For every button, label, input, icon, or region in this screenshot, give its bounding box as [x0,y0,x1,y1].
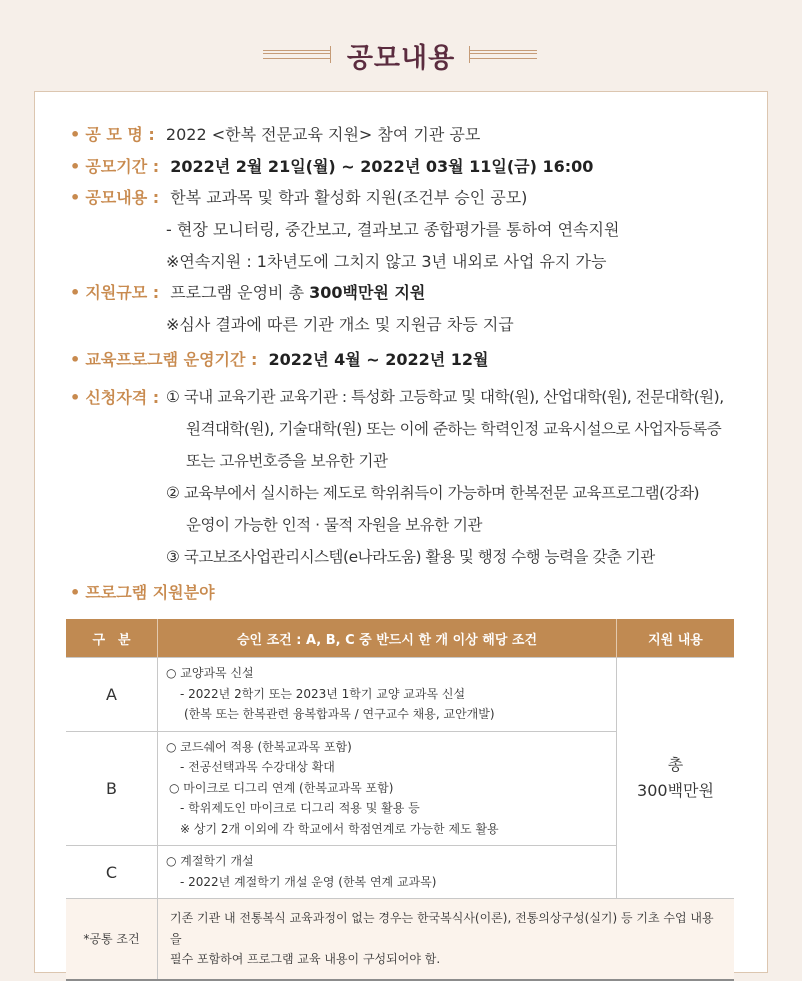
list-item: - 2022년 2학기 또는 2023년 1학기 교양 교과목 신설 [180,686,466,701]
qualification-item-1-cont2: 또는 고유번호증을 보유한 기관 [186,452,388,470]
common-condition-text [158,899,735,980]
table-row [66,658,734,732]
list-item: ○ 교양과목 신설 [166,666,254,680]
table-header-condition: 승인 조건 : A, B, C 중 반드시 한 개 이상 해당 조건 [158,619,617,658]
table-row-common [66,899,734,980]
row-qualification [70,385,159,408]
list-item: - 학위제도인 마이크로 디그리 적용 및 활용 등 [180,801,420,815]
list-item: ※ 상기 2개 이외에 각 학교에서 학점연계로 가능한 제도 활용 [180,821,499,836]
page-title-wrap [0,36,802,75]
common-condition-label: *공통 조건 [66,899,158,980]
title-decoration-left [263,50,331,59]
qualification-item-1-cont: 원격대학(원), 기술대학(원) 또는 이에 준하는 학력인정 교육시설으로 사업자등록증 [186,420,722,438]
row-run-period [70,347,489,370]
label-period: 공모기간 : [85,157,160,176]
list-item: ○ 마이크로 디그리 연계 (한복교과목 포함) [169,780,394,795]
qualification-item-2: ② 교육부에서 실시하는 제도로 학위취득이 가능하며 한복전문 교육프로그램(강좌) [166,484,700,502]
value-period: 2022년 2월 21일(월) ~ 2022년 03월 11일(금) 16:00 [170,157,594,176]
row-period [70,154,593,177]
label-name: 공 모 명 : [85,125,155,144]
label-scale: 지원규모 : [85,283,160,302]
label-content: 공모내용 : [85,188,160,207]
label-program: 프로그램 지원분야 [85,583,215,602]
list-item: ○ 계절학기 개설 [166,854,254,868]
value-scale: 프로그램 운영비 총 [170,283,310,302]
support-amount-cell [617,658,735,899]
support-amount-line1: 총 [667,755,684,774]
table-header-support: 지원 내용 [617,619,735,658]
list-item: - 2022년 계절학기 개설 운영 (한복 연계 교과목) [180,874,437,889]
label-qualification: 신청자격 : [85,388,160,407]
row-conditions-a [158,658,617,732]
row-conditions-c [158,846,617,899]
bullet-icon: • [70,188,81,207]
value-content: 한복 교과목 및 학과 활성화 지원(조건부 승인 공모) [170,188,528,207]
row-name [70,122,480,145]
list-item: - 전공선택과목 수강대상 확대 [180,760,335,774]
qualification-item-2-cont: 운영이 가능한 인적 · 물적 자원을 보유한 기관 [186,516,482,534]
scale-detail: ※심사 결과에 따른 기관 개소 및 지원금 차등 지급 [166,315,514,334]
support-amount-line2: 300백만원 [637,781,714,800]
list-item: ○ 코드쉐어 적용 (한복교과목 포함) [166,739,352,754]
table-header-row [66,619,734,658]
content-detail-2: ※연속지원 : 1차년도에 그치지 않고 3년 내외로 사업 유지 가능 [166,252,607,271]
row-content [70,185,527,208]
value-run-period: 2022년 4월 ~ 2022년 12월 [268,350,489,369]
common-condition-line2: 필수 포함하여 프로그램 교육 내용이 구성되어야 함. [170,952,441,966]
bullet-icon: • [70,350,81,369]
row-group-b: B [66,731,158,846]
bullet-icon: • [70,583,81,602]
row-program [70,580,215,603]
list-item: (한복 또는 한복관련 융복합과목 / 연구교수 채용, 교안개발) [184,707,495,721]
content-detail-1: - 현장 모니터링, 중간보고, 결과보고 종합평가를 통하여 연속지원 [166,220,620,239]
bullet-icon: • [70,388,81,407]
bullet-icon: • [70,283,81,302]
row-group-c: C [66,846,158,899]
qualification-item-3: ③ 국고보조사업관리시스템(e나라도움) 활용 및 행정 수행 능력을 갖춘 기관 [166,548,655,566]
value-name: 2022 <한복 전문교육 지원> 참여 기관 공모 [165,125,481,144]
bullet-icon: • [70,125,81,144]
common-condition-line1: 기존 기관 내 전통복식 교육과정이 없는 경우는 한국복식사(이론), 전통의상구성(실기) 등 기초 수업 내용을 [170,911,714,946]
value-scale-amount: 300백만원 지원 [309,283,426,302]
row-group-a: A [66,658,158,732]
page-title: 공모내용 [346,43,456,74]
label-run-period: 교육프로그램 운영기간 : [85,350,258,369]
qualification-item-1: ① 국내 교육기관 교육기관 : 특성화 고등학교 및 대학(원), 산업대학(원), 전문대학(원), [166,388,724,406]
support-table [66,619,734,981]
table-header-category: 구 분 [66,619,158,658]
row-scale [70,280,425,303]
bullet-icon: • [70,157,81,176]
title-decoration-right [469,50,537,59]
row-conditions-b [158,731,617,846]
